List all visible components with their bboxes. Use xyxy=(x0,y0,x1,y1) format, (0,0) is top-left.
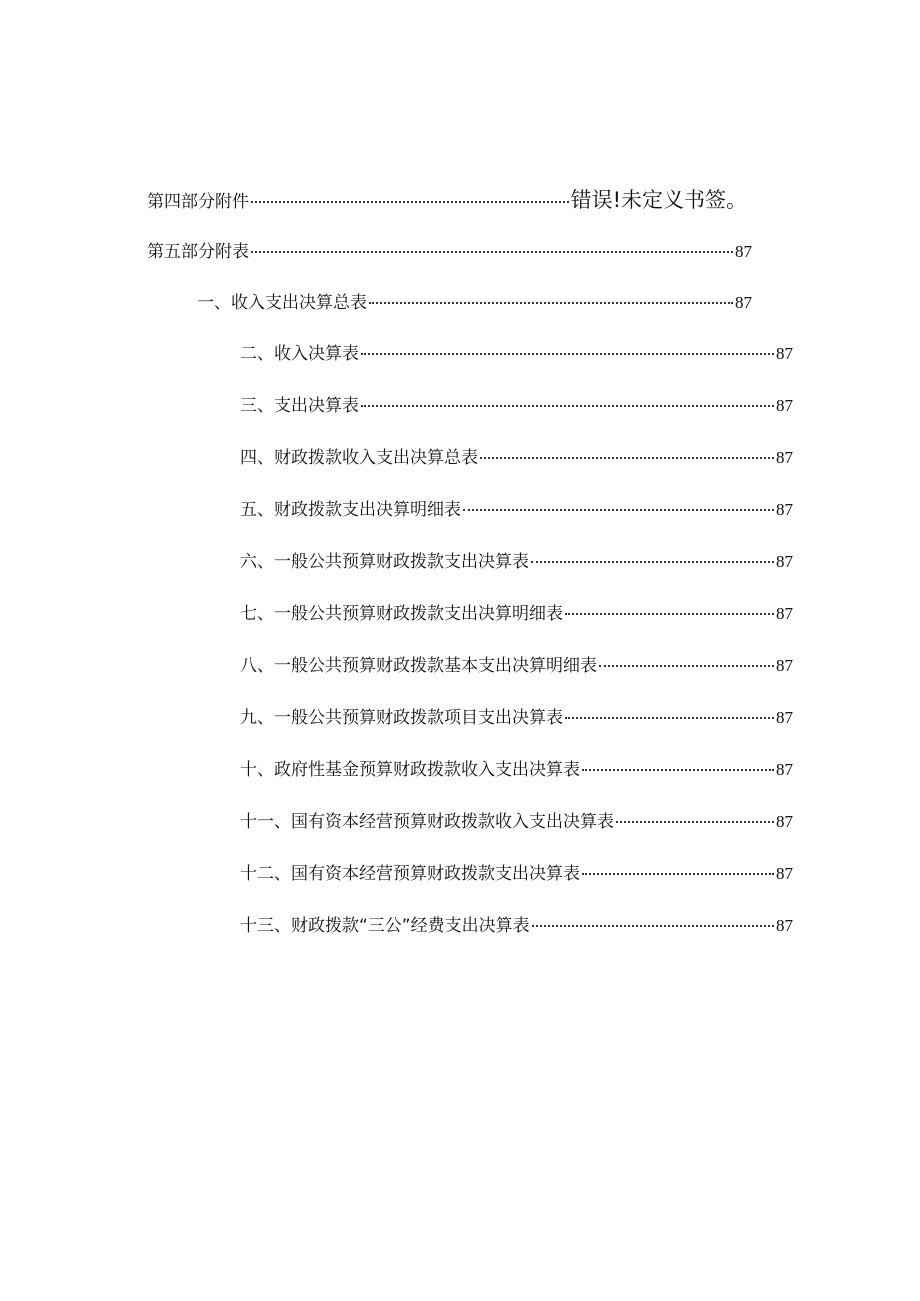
toc-dot-leader xyxy=(616,821,774,823)
toc-entry-part5-tables[interactable] xyxy=(147,240,752,264)
toc-entry-label: 十三、财政拨款“三公”经费支出决算表 xyxy=(240,916,530,936)
toc-entry-label: 十二、国有资本经营预算财政拨款支出决算表 xyxy=(240,864,580,884)
toc-entry-label: 三、支出决算表 xyxy=(240,396,359,416)
toc-entry-label: 十、政府性基金预算财政拨款收入支出决算表 xyxy=(240,760,580,780)
toc-entry-three-public-expenses[interactable] xyxy=(240,914,793,938)
toc-entry-label: 六、一般公共预算财政拨款支出决算表 xyxy=(240,552,529,572)
toc-page-number: 87 xyxy=(776,552,793,571)
toc-dot-leader xyxy=(532,925,774,927)
toc-entry-expenditure-table[interactable] xyxy=(240,394,793,418)
toc-dot-leader xyxy=(361,405,774,407)
toc-entry-label: 七、一般公共预算财政拨款支出决算明细表 xyxy=(240,604,563,624)
toc-dot-leader xyxy=(582,769,774,771)
toc-dot-leader xyxy=(369,302,733,304)
toc-entry-label: 五、财政拨款支出决算明细表 xyxy=(240,500,461,520)
toc-entry-label: 十一、国有资本经营预算财政拨款收入支出决算表 xyxy=(240,812,614,832)
toc-page-number: 87 xyxy=(735,293,752,312)
toc-page-number: 87 xyxy=(776,448,793,467)
toc-entry-part4-attachments[interactable] xyxy=(147,188,747,212)
toc-entry-label: 一、收入支出决算总表 xyxy=(197,293,367,313)
toc-dot-leader xyxy=(599,665,774,667)
toc-page-number: 87 xyxy=(776,760,793,779)
toc-dot-leader xyxy=(531,561,774,563)
toc-error-message: 错误!未定义书签。 xyxy=(570,188,747,212)
toc-dot-leader xyxy=(361,353,774,355)
toc-page-number: 87 xyxy=(776,916,793,935)
toc-dot-leader xyxy=(251,201,569,203)
toc-entry-state-capital-budget-income[interactable] xyxy=(240,810,793,834)
toc-entry-general-budget-expenditure[interactable] xyxy=(240,550,793,574)
toc-dot-leader xyxy=(565,613,774,615)
toc-page-number: 87 xyxy=(776,812,793,831)
toc-entry-income-expenditure-summary[interactable] xyxy=(197,291,752,315)
toc-page-number: 87 xyxy=(776,500,793,519)
toc-entry-fiscal-allocation-summary[interactable] xyxy=(240,446,793,470)
toc-entry-general-budget-basic-expenditure[interactable] xyxy=(240,654,793,678)
toc-dot-leader xyxy=(565,717,774,719)
toc-entry-fiscal-allocation-detail[interactable] xyxy=(240,498,793,522)
toc-dot-leader xyxy=(582,873,774,875)
toc-entry-government-fund-budget[interactable] xyxy=(240,758,793,782)
toc-dot-leader xyxy=(251,251,733,253)
toc-page-number: 87 xyxy=(776,604,793,623)
toc-entry-label: 二、收入决算表 xyxy=(240,344,359,364)
toc-entry-label: 第四部分附件 xyxy=(147,192,249,212)
toc-page-number: 87 xyxy=(776,656,793,675)
toc-entry-general-budget-project-expenditure[interactable] xyxy=(240,706,793,730)
toc-page-number: 87 xyxy=(776,344,793,363)
toc-page-number: 87 xyxy=(776,708,793,727)
toc-entry-income-table[interactable] xyxy=(240,342,793,366)
toc-page-number: 87 xyxy=(776,396,793,415)
toc-entry-label: 四、财政拨款收入支出决算总表 xyxy=(240,448,478,468)
toc-entry-label: 第五部分附表 xyxy=(147,242,249,262)
toc-page-number: 87 xyxy=(776,864,793,883)
toc-entry-state-capital-budget-expenditure[interactable] xyxy=(240,862,793,886)
toc-dot-leader xyxy=(463,509,774,511)
toc-entry-label: 八、一般公共预算财政拨款基本支出决算明细表 xyxy=(240,656,597,676)
toc-dot-leader xyxy=(480,457,774,459)
toc-page-number: 87 xyxy=(735,242,752,261)
toc-entry-general-budget-expenditure-detail[interactable] xyxy=(240,602,793,626)
toc-entry-label: 九、一般公共预算财政拨款项目支出决算表 xyxy=(240,708,563,728)
